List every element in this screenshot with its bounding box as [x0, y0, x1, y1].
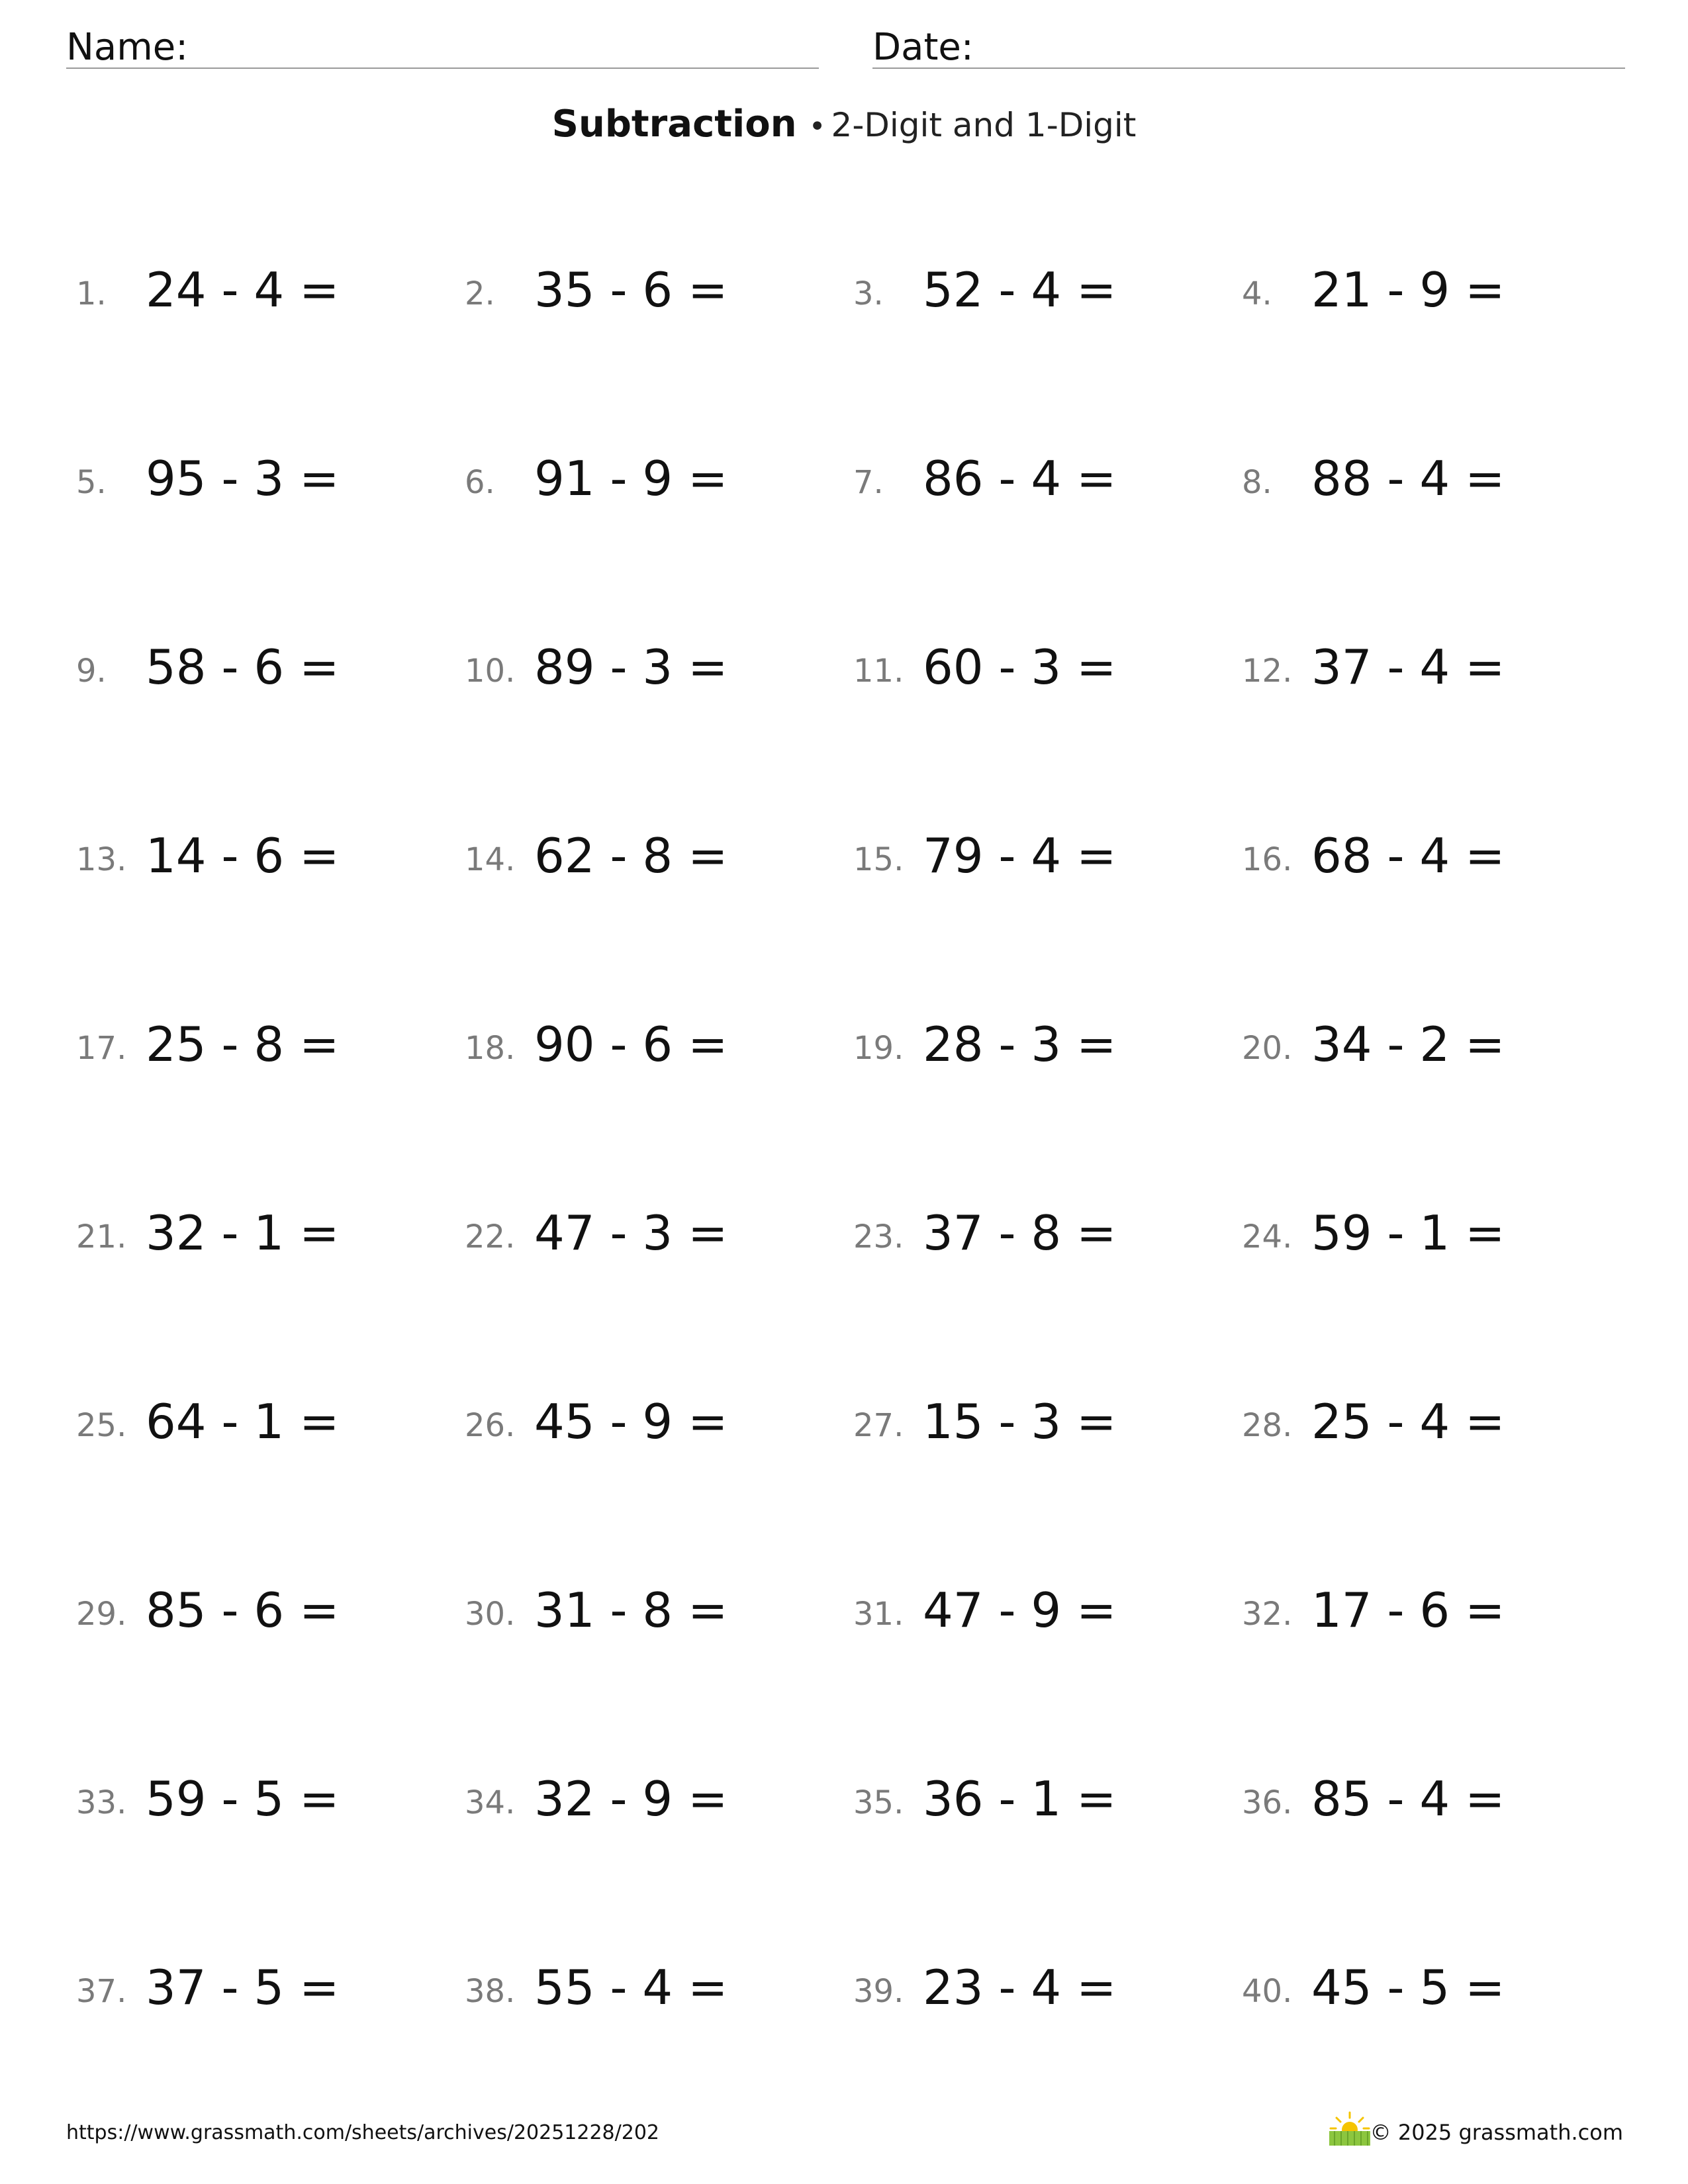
problem-expression: 45 - 9 = [534, 1394, 728, 1449]
problem-number: 3. [853, 275, 884, 312]
problem-number: 20. [1242, 1030, 1293, 1067]
problem-expression: 85 - 4 = [1311, 1771, 1505, 1827]
problem-expression: 47 - 3 = [534, 1205, 728, 1261]
problem-expression: 58 - 6 = [146, 639, 340, 695]
problem-expression: 24 - 4 = [146, 262, 340, 318]
problem-expression: 32 - 1 = [146, 1205, 340, 1261]
problem-number: 32. [1242, 1596, 1293, 1633]
title-subtitle: 2-Digit and 1-Digit [831, 106, 1137, 144]
problem-item [853, 1578, 1242, 1767]
grass-block [1329, 2131, 1370, 2146]
problem-expression: 32 - 9 = [534, 1771, 728, 1827]
problem-number: 2. [465, 275, 495, 312]
problem-number: 33. [76, 1784, 127, 1821]
problem-expression: 88 - 4 = [1311, 451, 1505, 506]
problem-item [1242, 824, 1630, 1013]
problem-number: 36. [1242, 1784, 1293, 1821]
problem-number: 22. [465, 1218, 516, 1255]
problem-item [465, 1013, 853, 1201]
problem-expression: 37 - 5 = [146, 1960, 340, 2015]
problem-expression: 25 - 4 = [1311, 1394, 1505, 1449]
problem-item [853, 1201, 1242, 1390]
problem-item [465, 824, 853, 1013]
problem-item [853, 1956, 1242, 2144]
problem-item [853, 635, 1242, 824]
problem-expression: 37 - 8 = [923, 1205, 1117, 1261]
problem-item [76, 1767, 465, 1956]
problem-item [76, 1956, 465, 2144]
footer-copyright: © 2025 grassmath.com [1370, 2120, 1623, 2145]
problem-grid [76, 258, 1632, 2144]
problem-number: 10. [465, 653, 516, 690]
problem-number: 26. [465, 1407, 516, 1444]
problem-expression: 91 - 9 = [534, 451, 728, 506]
problem-number: 19. [853, 1030, 904, 1067]
problem-number: 16. [1242, 841, 1293, 878]
problem-item [76, 824, 465, 1013]
problem-number: 7. [853, 464, 884, 501]
problem-number: 34. [465, 1784, 516, 1821]
problem-item [465, 1390, 853, 1578]
problem-expression: 55 - 4 = [534, 1960, 728, 2015]
problem-item [853, 447, 1242, 635]
problem-number: 1. [76, 275, 107, 312]
problem-number: 29. [76, 1596, 127, 1633]
problem-expression: 89 - 3 = [534, 639, 728, 695]
problem-expression: 23 - 4 = [923, 1960, 1117, 2015]
problem-number: 6. [465, 464, 495, 501]
problem-expression: 52 - 4 = [923, 262, 1117, 318]
problem-number: 31. [853, 1596, 904, 1633]
problem-number: 38. [465, 1973, 516, 2010]
problem-expression: 90 - 6 = [534, 1017, 728, 1072]
problem-number: 25. [76, 1407, 127, 1444]
problem-expression: 59 - 1 = [1311, 1205, 1505, 1261]
name-field[interactable] [66, 25, 819, 69]
problem-number: 11. [853, 653, 904, 690]
problem-expression: 37 - 4 = [1311, 639, 1505, 695]
problem-item [76, 1390, 465, 1578]
problem-item [853, 258, 1242, 447]
problem-item [853, 824, 1242, 1013]
problem-expression: 60 - 3 = [923, 639, 1117, 695]
problem-expression: 21 - 9 = [1311, 262, 1505, 318]
problem-item [76, 447, 465, 635]
problem-expression: 59 - 5 = [146, 1771, 340, 1827]
date-label: Date: [872, 26, 974, 69]
date-field[interactable] [872, 25, 1625, 69]
problem-expression: 35 - 6 = [534, 262, 728, 318]
problem-item [1242, 258, 1630, 447]
problem-expression: 31 - 8 = [534, 1582, 728, 1638]
problem-number: 30. [465, 1596, 516, 1633]
problem-expression: 36 - 1 = [923, 1771, 1117, 1827]
problem-expression: 17 - 6 = [1311, 1582, 1505, 1638]
sun-over-grass-icon [1327, 2111, 1373, 2147]
footer-url: https://www.grassmath.com/sheets/archives/20251228/202 [66, 2121, 660, 2144]
problem-number: 40. [1242, 1973, 1293, 2010]
problem-number: 12. [1242, 653, 1293, 690]
problem-item [465, 1578, 853, 1767]
problem-expression: 28 - 3 = [923, 1017, 1117, 1072]
problem-expression: 45 - 5 = [1311, 1960, 1505, 2015]
problem-item [465, 1956, 853, 2144]
problem-number: 28. [1242, 1407, 1293, 1444]
problem-item [1242, 1390, 1630, 1578]
problem-expression: 62 - 8 = [534, 828, 728, 884]
problem-item [1242, 1201, 1630, 1390]
problem-number: 35. [853, 1784, 904, 1821]
problem-item [76, 635, 465, 824]
problem-number: 24. [1242, 1218, 1293, 1255]
problem-item [465, 1201, 853, 1390]
title-separator: • [808, 110, 826, 144]
problem-expression: 64 - 1 = [146, 1394, 340, 1449]
problem-number: 9. [76, 653, 107, 690]
problem-expression: 15 - 3 = [923, 1394, 1117, 1449]
problem-number: 21. [76, 1218, 127, 1255]
problem-expression: 79 - 4 = [923, 828, 1117, 884]
problem-item [1242, 1767, 1630, 1956]
problem-number: 37. [76, 1973, 127, 2010]
worksheet-title [0, 103, 1688, 146]
problem-item [76, 1578, 465, 1767]
problem-number: 8. [1242, 464, 1272, 501]
name-label: Name: [66, 26, 189, 69]
problem-number: 13. [76, 841, 127, 878]
problem-number: 39. [853, 1973, 904, 2010]
problem-item [465, 447, 853, 635]
problem-item [1242, 635, 1630, 824]
problem-item [1242, 1578, 1630, 1767]
problem-item [853, 1013, 1242, 1201]
problem-number: 14. [465, 841, 516, 878]
problem-item [465, 635, 853, 824]
problem-number: 27. [853, 1407, 904, 1444]
problem-expression: 25 - 8 = [146, 1017, 340, 1072]
problem-item [465, 258, 853, 447]
problem-number: 17. [76, 1030, 127, 1067]
problem-item [76, 258, 465, 447]
problem-number: 23. [853, 1218, 904, 1255]
problem-number: 4. [1242, 275, 1272, 312]
problem-item [1242, 447, 1630, 635]
problem-expression: 68 - 4 = [1311, 828, 1505, 884]
problem-expression: 95 - 3 = [146, 451, 340, 506]
problem-item [76, 1201, 465, 1390]
problem-item [853, 1390, 1242, 1578]
problem-expression: 47 - 9 = [923, 1582, 1117, 1638]
problem-expression: 14 - 6 = [146, 828, 340, 884]
problem-expression: 34 - 2 = [1311, 1017, 1505, 1072]
problem-item [465, 1767, 853, 1956]
problem-expression: 85 - 6 = [146, 1582, 340, 1638]
problem-number: 18. [465, 1030, 516, 1067]
problem-item [1242, 1013, 1630, 1201]
title-main: Subtraction [551, 103, 797, 146]
problem-item [853, 1767, 1242, 1956]
problem-number: 5. [76, 464, 107, 501]
problem-number: 15. [853, 841, 904, 878]
problem-item [1242, 1956, 1630, 2144]
problem-item [76, 1013, 465, 1201]
problem-expression: 86 - 4 = [923, 451, 1117, 506]
